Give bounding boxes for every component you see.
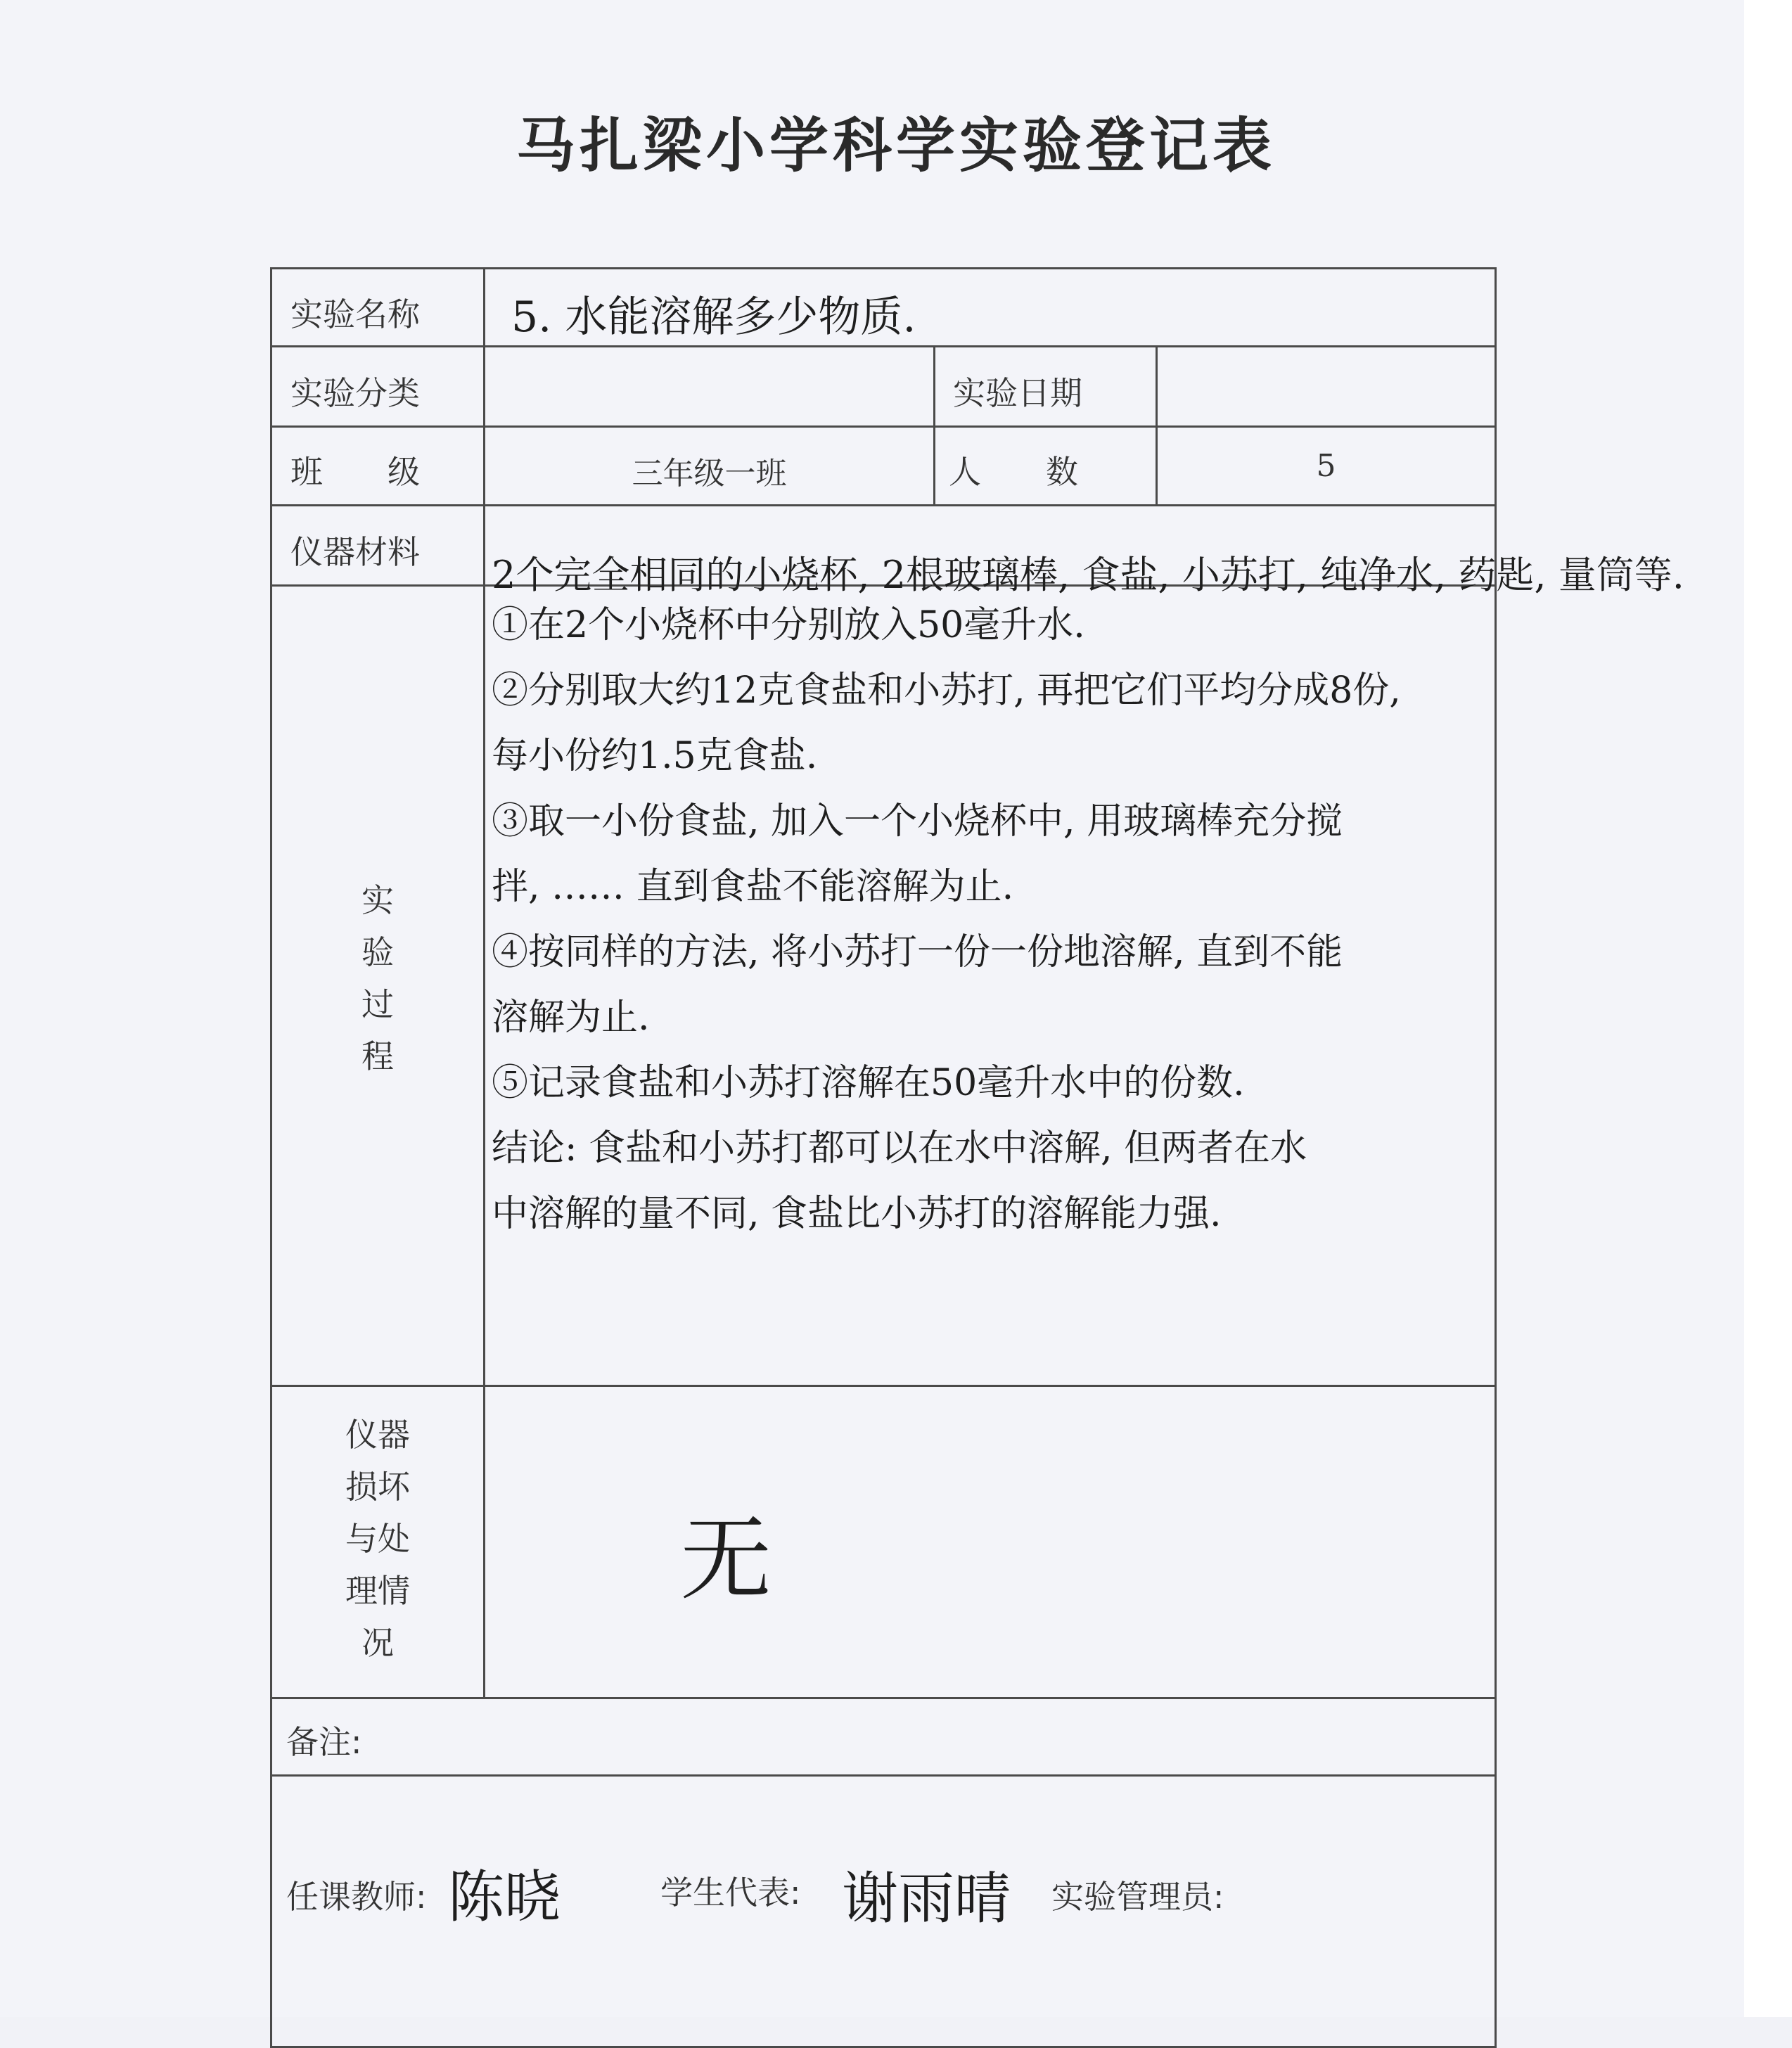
process-line: ④按同样的方法, 将小苏打一份一份地溶解, 直到不能 xyxy=(492,931,1343,973)
process-line: ①在2个小烧杯中分别放入50毫升水. xyxy=(492,604,1085,646)
process-line: 每小份约1.5克食盐. xyxy=(492,735,818,777)
experiment-category-label: 实验分类 xyxy=(290,374,420,412)
materials-value: 2个完全相同的小烧杯, 2根玻璃棒, 食盐, 小苏打, 纯净水, 药匙, 量筒等. xyxy=(492,553,1684,597)
damage-label-line: 理情 xyxy=(345,1572,410,1610)
process-line: ⑤记录食盐和小苏打溶解在50毫升水中的份数. xyxy=(492,1062,1245,1104)
teacher-signature: 陈晓 xyxy=(448,1864,561,1930)
process-line: ③取一小份食盐, 加入一个小烧杯中, 用玻璃棒充分搅 xyxy=(492,800,1343,843)
student-rep-label: 学生代表: xyxy=(660,1874,801,1912)
damage-label-line: 况 xyxy=(361,1624,394,1662)
damage-value: 无 xyxy=(680,1506,772,1613)
row-divider xyxy=(272,1385,1495,1387)
materials-label: 仪器材料 xyxy=(290,533,420,571)
row-divider xyxy=(272,504,1495,506)
process-line: 拌, …… 直到食盐不能溶解为止. xyxy=(492,866,1014,908)
remarks-label: 备注: xyxy=(286,1723,362,1761)
process-line: 中溶解的量不同, 食盐比小苏打的溶解能力强. xyxy=(492,1193,1222,1235)
row-divider xyxy=(272,1697,1495,1699)
process-line: ②分别取大约12克食盐和小苏打, 再把它们平均分成8份, xyxy=(492,670,1401,712)
damage-label-line: 仪器 xyxy=(345,1416,410,1454)
process-label xyxy=(350,874,406,1082)
form-title: 马扎梁小学科学实验登记表 xyxy=(516,111,1276,180)
damage-label-line: 损坏 xyxy=(345,1468,410,1506)
process-label-char: 程 xyxy=(361,1037,394,1075)
damage-label xyxy=(321,1409,434,1669)
damage-label-line: 与处 xyxy=(345,1520,410,1558)
lab-admin-label: 实验管理员: xyxy=(1051,1878,1224,1916)
experiment-date-label: 实验日期 xyxy=(953,374,1082,412)
paper-edge xyxy=(1744,0,1792,2017)
process-text xyxy=(492,593,1401,1247)
headcount-label: 人 数 xyxy=(949,453,1078,491)
row-divider xyxy=(272,1774,1495,1777)
process-label-char: 过 xyxy=(361,985,394,1023)
registration-form xyxy=(270,267,1684,2048)
experiment-name-label: 实验名称 xyxy=(290,295,420,333)
row-divider xyxy=(272,345,1495,347)
student-rep-signature: 谢雨晴 xyxy=(842,1866,1011,1931)
column-divider xyxy=(933,345,935,504)
process-label-char: 验 xyxy=(361,933,394,971)
process-line: 结论: 食盐和小苏打都可以在水中溶解, 但两者在水 xyxy=(492,1127,1307,1170)
headcount-value: 5 xyxy=(1316,448,1336,484)
row-divider xyxy=(272,425,1495,428)
teacher-label: 任课教师: xyxy=(286,1878,427,1916)
experiment-name-value: 5. 水能溶解多少物质. xyxy=(511,293,916,342)
class-label: 班 级 xyxy=(290,453,420,491)
class-value: 三年级一班 xyxy=(632,456,787,492)
process-label-char: 实 xyxy=(361,881,394,919)
process-line: 溶解为止. xyxy=(492,997,650,1039)
